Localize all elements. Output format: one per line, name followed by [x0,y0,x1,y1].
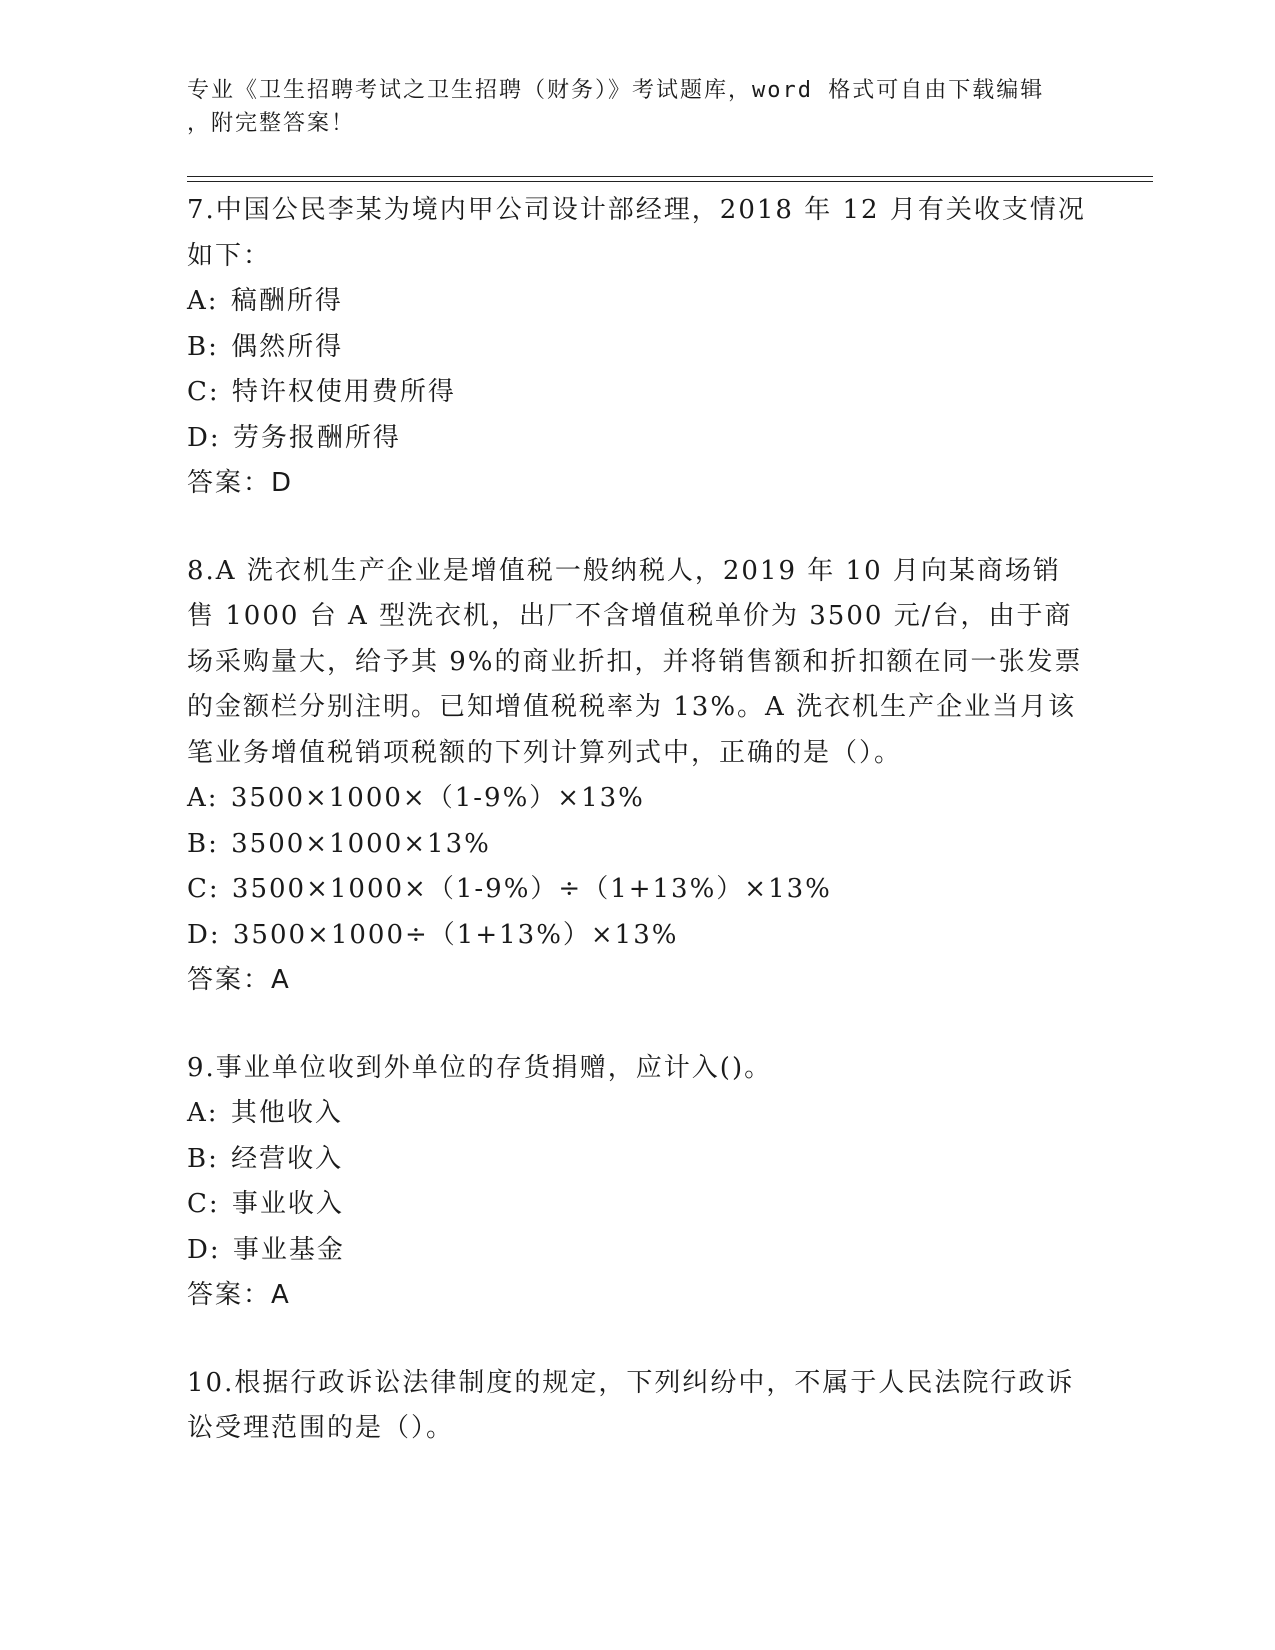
header-divider-top [187,176,1153,177]
option-a [187,1091,1087,1137]
question-8 [187,549,1087,1004]
option-text: 特许权使用费所得 [231,377,456,407]
option-text: 偶然所得 [231,331,344,362]
answer-line: 答案：D [187,468,294,498]
option-b [187,822,1087,868]
option-a [187,279,1087,325]
header-divider-bottom [187,181,1153,182]
option-text: 3500×1000×13% [231,828,491,859]
answer-line: 答案：A [187,965,291,995]
option-text: 事业基金 [232,1234,345,1265]
option-prefix: B: [187,828,219,859]
option-prefix: A: [187,783,219,813]
option-text: 经营收入 [231,1143,344,1174]
header-line-2: ，附完整答案！ [187,111,356,136]
question-stem: 9.事业单位收到外单位的存货捐赠，应计入()。 [187,1052,773,1083]
header-line-1: 专业《卫生招聘考试之卫生招聘（财务）》考试题库，word 格式可自由下载编辑 [187,78,1045,103]
question-stem: 8.A 洗衣机生产企业是增值税一般纳税人，2019 年 10 月向某商场销售 1000 台 A 型洗衣机，出厂不含增值税单价为 3500 元/台，由于商场采购量大，给予其 9%的商业折扣，并将销售额和折扣额在同一张发票的金额栏分别注明。已知增值税税率为 13%。A 洗衣机生产企业当月该笔业务增值税销项税额的下列计算列式中，正确的是（）。 [187,555,1083,768]
option-text: 3500×1000×（1-9%）÷（1+13%）×13% [231,874,832,904]
option-d [187,913,1087,959]
option-c [187,1182,1087,1228]
answer-line: 答案：A [187,1280,291,1310]
question-10 [187,1361,1087,1452]
option-b [187,1137,1087,1183]
option-prefix: A: [187,1098,219,1128]
option-b [187,325,1087,371]
option-prefix: A: [187,286,219,316]
option-prefix: C: [187,1189,220,1219]
option-prefix: D: [187,919,221,950]
option-prefix: B: [187,1143,219,1174]
document-header [187,74,1087,140]
question-9 [187,1046,1087,1319]
question-stem: 10.根据行政诉讼法律制度的规定，下列纠纷中，不属于人民法院行政诉讼受理范围的是（）。 [187,1367,1075,1443]
option-c [187,370,1087,416]
question-list [187,188,1087,1494]
option-prefix: D: [187,422,221,453]
option-d [187,416,1087,462]
option-c [187,867,1087,913]
option-text: 3500×1000÷（1+13%）×13% [232,919,679,950]
option-text: 事业收入 [231,1189,344,1219]
question-stem: 7.中国公民李某为境内甲公司设计部经理，2018 年 12 月有关收支情况如下： [187,195,1086,271]
option-text: 稿酬所得 [230,286,343,316]
option-text: 劳务报酬所得 [232,422,401,453]
option-prefix: C: [187,874,220,904]
option-text: 3500×1000×（1-9%）×13% [230,783,645,813]
option-prefix: C: [187,377,220,407]
option-prefix: D: [187,1234,221,1265]
option-d [187,1228,1087,1274]
question-7 [187,188,1087,507]
option-text: 其他收入 [230,1098,343,1128]
option-a [187,776,1087,822]
option-prefix: B: [187,331,219,362]
